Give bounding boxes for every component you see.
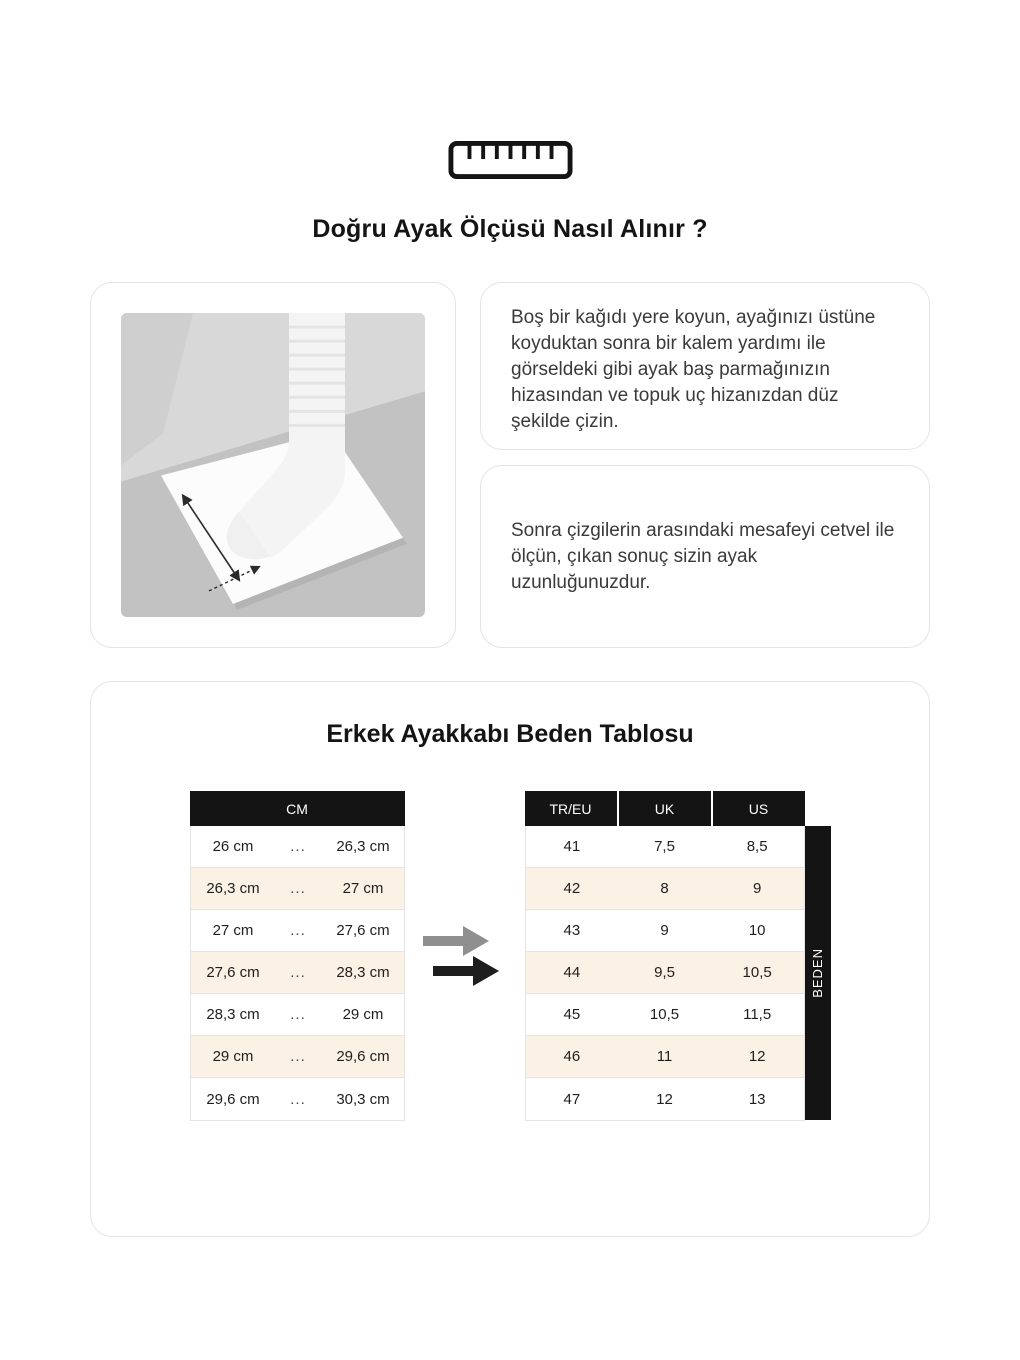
size-table-row [526,1078,804,1120]
page-header [90,0,930,244]
conversion-arrows-icon [405,791,525,1121]
us-value: 9 [752,880,762,897]
size-table [525,791,805,1121]
tr-eu-value: 41 [563,838,581,855]
header-tr-eu: TR/EU [525,791,617,826]
foot-measurement-photo [121,313,425,617]
cm-table-row [191,826,404,868]
uk-value: 9 [660,922,669,939]
tr-eu-value: 47 [563,1090,581,1108]
uk-value: 8 [660,880,669,897]
cm-to: 29,6 cm [336,1048,390,1065]
uk-value: 11 [656,1048,673,1065]
cm-from: 27 cm [212,922,254,939]
range-separator: ... [290,964,306,981]
us-value: 12 [748,1048,766,1065]
cm-to: 26,3 cm [336,838,390,855]
size-table-row [526,994,804,1036]
beden-label-bar [805,826,831,1120]
cm-table-row [191,952,404,994]
size-table-row [526,868,804,910]
us-value: 13 [748,1090,766,1108]
range-separator: ... [290,838,306,855]
cm-to: 27,6 cm [336,922,390,939]
cm-table-row [191,910,404,952]
header-uk: UK [619,791,711,826]
size-table-header [525,791,805,826]
cm-table-row [191,994,404,1036]
size-table-row [526,1036,804,1078]
size-table-row [526,910,804,952]
cm-from: 26 cm [212,838,254,855]
cm-from: 29,6 cm [206,1090,260,1108]
header-us: US [713,791,805,826]
range-separator: ... [290,880,306,897]
size-table-row [526,826,804,868]
cm-from: 28,3 cm [206,1006,260,1023]
page-title: Doğru Ayak Ölçüsü Nasıl Alınır ? [312,215,708,243]
tr-eu-value: 46 [563,1048,581,1065]
foot-measurement-photo-card [90,282,456,648]
cm-from: 26,3 cm [206,880,260,897]
instruction-step1-card [480,282,930,450]
cm-to: 29 cm [342,1006,384,1023]
size-table-wrap [525,791,831,1121]
ruler-icon [448,140,573,185]
us-value: 10 [748,922,766,939]
size-table-title: Erkek Ayakkabı Beden Tablosu [326,720,694,748]
instruction-step1-text: Boş bir kağıdı yere koyun, ayağınızı üstüne koyduktan sonra bir kalem yardımı ile görseldeki gibi ayak baş parmağınızın hizasından ve topuk uç hizanızdan düz şekilde çizin. [511,307,876,432]
cm-table-row [191,1078,404,1120]
us-value: 11,5 [743,1006,772,1023]
cm-table-row [191,868,404,910]
cm-to: 30,3 cm [336,1090,390,1108]
cm-to: 27 cm [342,880,384,897]
tr-eu-value: 45 [563,1006,581,1023]
size-tables-row [111,791,909,1121]
cm-table [190,791,405,1121]
range-separator: ... [290,1048,306,1065]
tr-eu-value: 42 [563,880,581,897]
uk-value: 10,5 [649,1006,680,1023]
howto-section [90,282,930,648]
cm-table-body [190,826,405,1121]
tr-eu-value: 44 [563,964,581,981]
cm-to: 28,3 cm [336,964,390,981]
beden-label: BEDEN [810,948,825,998]
tr-eu-value: 43 [563,922,581,939]
cm-from: 27,6 cm [206,964,260,981]
size-table-card [90,681,930,1237]
instruction-step2-text: Sonra çizgilerin arasındaki mesafeyi cetvel ile ölçün, çıkan sonuç sizin ayak uzunluğunuzdur. [511,519,895,593]
range-separator: ... [290,1090,306,1108]
range-separator: ... [290,922,306,939]
cm-from: 29 cm [212,1048,254,1065]
uk-value: 7,5 [654,838,675,855]
instruction-step2-card [480,465,930,648]
uk-value: 12 [656,1090,673,1108]
size-table-row [526,952,804,994]
range-separator: ... [290,1006,306,1023]
instructions-column [480,282,930,648]
us-value: 10,5 [742,964,772,981]
cm-table-header: CM [190,791,405,826]
size-table-body [525,826,805,1121]
us-value: 8,5 [746,838,768,855]
uk-value: 9,5 [654,964,675,981]
cm-table-row [191,1036,404,1078]
